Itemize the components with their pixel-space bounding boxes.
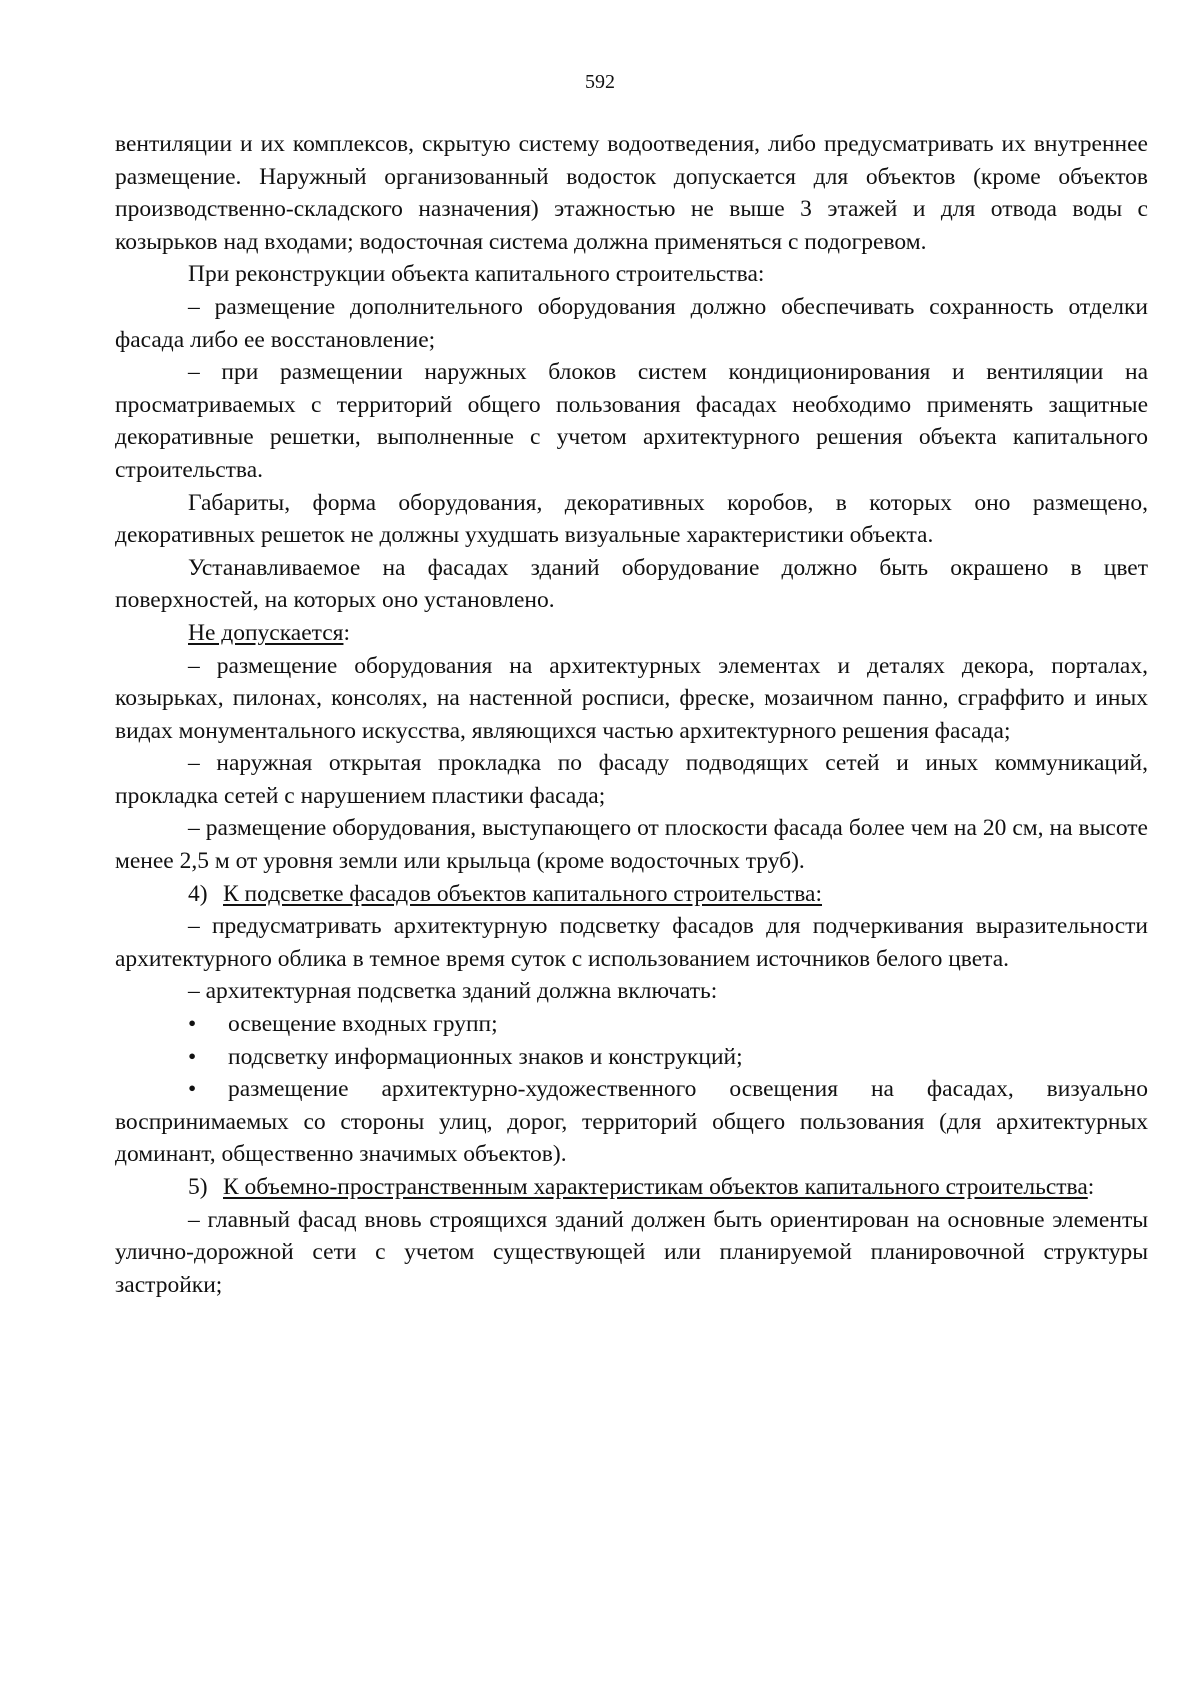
paragraph-protruding-equipment: – размещение оборудования, выступающего от плоскости фасада более чем на 20 см, на высоте менее 2,5 м от уровня земли или крыльца (кроме водосточных труб).	[115, 815, 1148, 875]
bullet-text: размещение архитектурно-художественного освещения на фасадах, визуально воспринимаемых со стороны улиц, дорог, территорий общего пользования (для архитектурных доминант, общественно значимых объектов).	[115, 1076, 1148, 1168]
bullet-icon: •	[188, 1043, 197, 1070]
bullet-item	[115, 1008, 1148, 1041]
paragraph-additional-equipment: – размещение дополнительного оборудования должно обеспечивать сохранность отделки фасада либо ее восстановление;	[115, 293, 1148, 353]
paragraph-reconstruction-heading: При реконструкции объекта капитального строительства:	[188, 261, 765, 288]
section-4-title: К подсветке фасадов объектов капитального строительства:	[223, 880, 822, 907]
paragraph-drainage: вентиляции и их комплексов, скрытую систему водоотведения, либо предусматривать их внутреннее размещение. Наружный организованный водосток допускается для объектов (кроме объектов производственно-складского назначения) этажностью не выше 3 этажей и для отвода воды с козырьков над входами; водосточная система должна применяться с подогревом.	[115, 131, 1148, 255]
not-allowed-label: Не допускается	[188, 619, 344, 646]
bullet-text: освещение входных групп;	[228, 1011, 498, 1038]
paragraph-not-allowed-heading	[115, 617, 1148, 650]
bullet-item	[115, 1073, 1148, 1171]
document-body	[115, 128, 1148, 1301]
not-allowed-colon: :	[343, 619, 350, 646]
section-4-heading	[115, 878, 1148, 911]
section-4-number: 4)	[188, 880, 208, 907]
bullet-icon: •	[188, 1076, 197, 1103]
section-5-heading	[115, 1171, 1148, 1204]
bullet-item	[115, 1041, 1148, 1074]
paragraph-dimensions: Габариты, форма оборудования, декоративных коробов, в которых оно размещено, декоративных решеток не должны ухудшать визуальные характеристики объекта.	[115, 489, 1148, 549]
bullet-icon: •	[188, 1011, 197, 1038]
page-number: 592	[585, 71, 615, 93]
paragraph-open-routing: – наружная открытая прокладка по фасаду подводящих сетей и иных коммуникаций, прокладка сетей с нарушением пластики фасада;	[115, 750, 1148, 809]
bullet-text: подсветку информационных знаков и конструкций;	[228, 1043, 743, 1070]
paragraph-lighting-includes: – архитектурная подсветка зданий должна включать:	[188, 978, 718, 1005]
paragraph-main-facade: – главный фасад вновь строящихся зданий должен быть ориентирован на основные элементы улично-дорожной сети с учетом существующей или планируемой планировочной структуры застройки;	[115, 1206, 1148, 1298]
section-5-number: 5)	[188, 1174, 208, 1200]
paragraph-decor-elements: – размещение оборудования на архитектурных элементах и деталях декора, порталах, козырьках, пилонах, консолях, на настенной росписи, фреске, мозаичном панно, сграффито и иных видах монументального искусства, являющихся частью архитектурного решения фасада;	[115, 652, 1148, 744]
paragraph-architectural-lighting: – предусматривать архитектурную подсветку фасадов для подчеркивания выразительности архитектурного облика в темное время суток с использованием источников белого цвета.	[115, 913, 1148, 972]
paragraph-equipment-color: Устанавливаемое на фасадах зданий оборудование должно быть окрашено в цвет поверхностей, на которых оно установлено.	[115, 554, 1148, 614]
section-5-title: К объемно-пространственным характеристикам объектов капитального строительства	[223, 1174, 1088, 1200]
section-5-colon: :	[1087, 1174, 1095, 1200]
paragraph-outdoor-units: – при размещении наружных блоков систем кондиционирования и вентиляции на просматриваемых с территорий общего пользования фасадах необходимо применять защитные декоративные решетки, выполненные с учетом архитектурного решения объекта капитального строительства.	[115, 359, 1148, 483]
